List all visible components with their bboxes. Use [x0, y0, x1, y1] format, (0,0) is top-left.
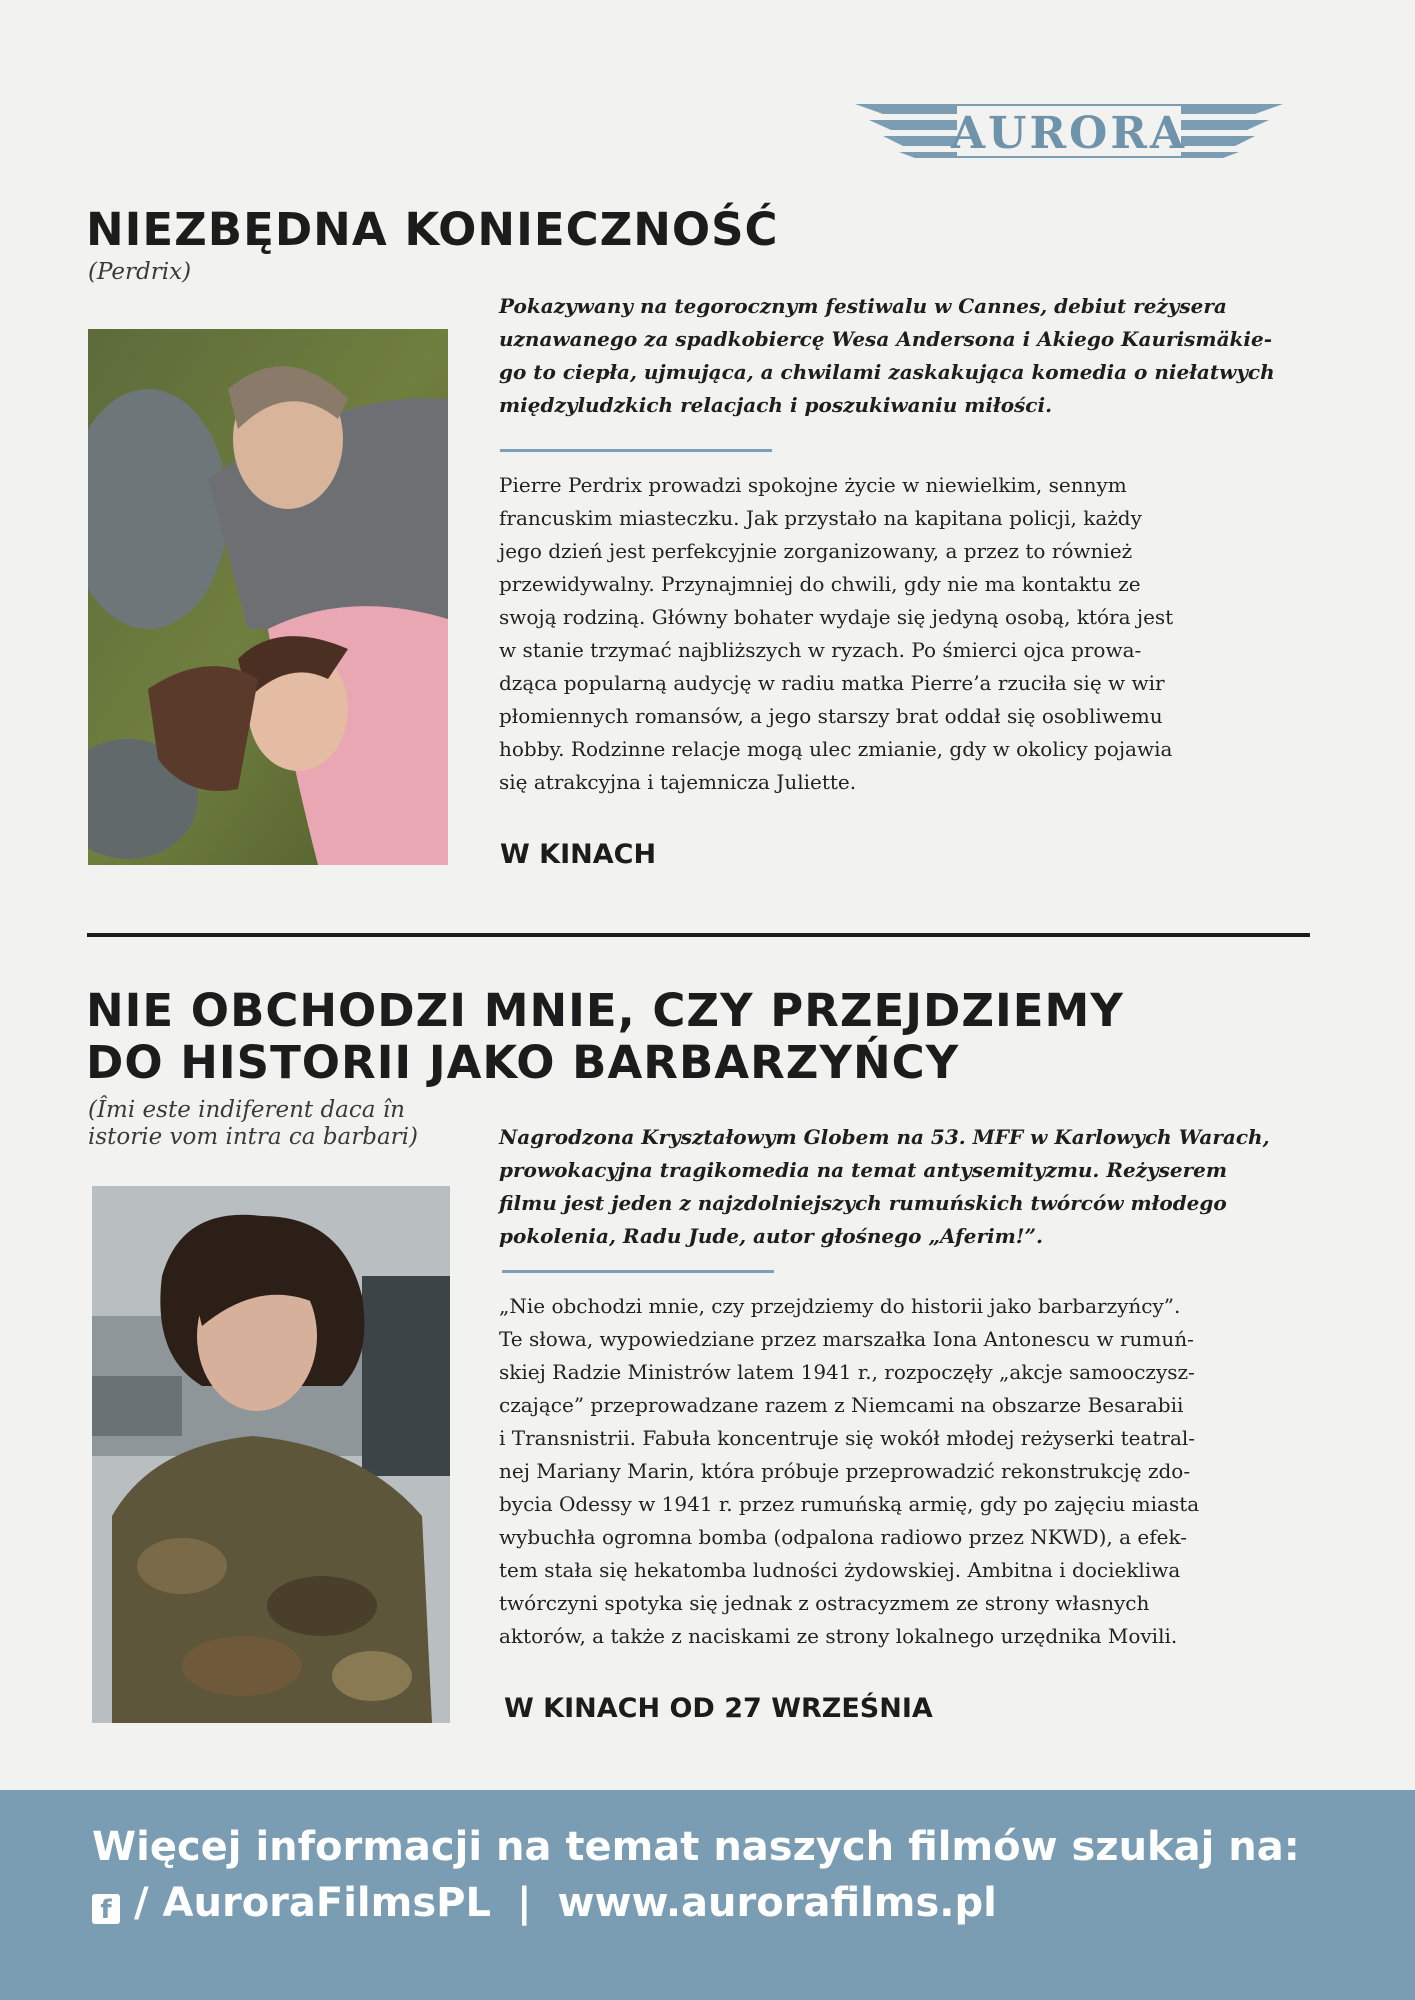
footer-banner: [0, 1790, 1415, 2000]
film-1-body-line: jego dzień jest perfekcyjnie zorganizowany, a przez to również: [499, 539, 1133, 563]
footer-separator: |: [516, 1880, 532, 1926]
film-1-body-line: płomiennych romansów, a jego starszy brat oddał się osobliwemu: [499, 704, 1163, 728]
aurora-logo-graphic: [855, 100, 1283, 160]
film-1-release-info: W KINACH: [500, 839, 657, 870]
film-1-lead-line: uznawanego za spadkobiercę Wesa Andersona i Akiego Kaurismäkie-: [499, 327, 1273, 351]
film-2-body-line: czające” przeprowadzane razem z Niemcami na obszarze Besarabii: [499, 1393, 1184, 1417]
facebook-link[interactable]: / AuroraFilmsPL: [134, 1880, 491, 1926]
film-1-body-line: hobby. Rodzinne relacje mogą ulec zmianie, gdy w okolicy pojawia: [499, 737, 1173, 761]
film-1-body-line: się atrakcyjna i tajemnicza Juliette.: [499, 770, 857, 794]
film-2-lead-line: filmu jest jeden z najzdolniejszych rumuńskich twórców młodego: [499, 1191, 1227, 1215]
film-2-photo: [92, 1186, 450, 1723]
film-2-blue-rule: [502, 1270, 774, 1273]
film-1-photo: [88, 329, 448, 865]
film-2-body-line: nej Mariany Marin, która próbuje przeprowadzić rekonstrukcję zdo-: [499, 1459, 1191, 1483]
facebook-icon[interactable]: f: [92, 1894, 120, 1924]
film-2-original-title-line: istorie vom intra ca barbari): [88, 1124, 419, 1150]
film-2-lead-line: pokolenia, Radu Jude, autor głośnego „Aferim!”.: [499, 1224, 1043, 1248]
film-1-lead-line: go to ciepła, ujmująca, a chwilami zaskakująca komedia o niełatwych: [499, 360, 1275, 384]
film-2-title-line: DO HISTORII JAKO BARBARZYŃCY: [86, 1036, 960, 1089]
film-1-body-line: dząca popularną audycję w radiu matka Pierre’a rzuciła się w wir: [499, 671, 1165, 695]
film-2-body-line: tem stała się hekatomba ludności żydowskiej. Ambitna i dociekliwa: [499, 1558, 1181, 1582]
aurora-logo: [855, 100, 1283, 160]
film-2-body-line: Te słowa, wypowiedziane przez marszałka Iona Antonescu w rumuń-: [499, 1327, 1194, 1351]
film-2-lead-line: prowokacyjna tragikomedia na temat antysemityzmu. Reżyserem: [499, 1158, 1228, 1182]
film-2-body-line: bycia Odessy w 1941 r. przez rumuńską armię, gdy po zajęciu miasta: [499, 1492, 1200, 1516]
film-1-body-line: Pierre Perdrix prowadzi spokojne życie w niewielkim, sennym: [499, 473, 1127, 497]
logo-text: AURORA: [950, 108, 1188, 159]
film-2-body-line: twórczyni spotyka się jednak z ostracyzmem ze strony własnych: [499, 1591, 1150, 1615]
film-1-lead-line: międzyludzkich relacjach i poszukiwaniu miłości.: [499, 393, 1053, 417]
film-2-body-line: i Transnistrii. Fabuła koncentruje się wokół młodej reżyserki teatral-: [499, 1426, 1196, 1450]
film-2-body-line: wybuchła ogromna bomba (odpalona radiowo przez NKWD), a efek-: [499, 1525, 1187, 1549]
film-2-release-info: W KINACH OD 27 WRZEŚNIA: [504, 1693, 933, 1724]
film-2-lead-line: Nagrodzona Kryształowym Globem na 53. MFF w Karlowych Warach,: [499, 1125, 1270, 1149]
film-1-body-line: w stanie trzymać najbliższych w ryzach. Po śmierci ojca prowa-: [499, 638, 1142, 662]
section-divider: [87, 933, 1310, 937]
website-link[interactable]: www.aurorafilms.pl: [557, 1880, 997, 1926]
film-1-title: NIEZBĘDNA KONIECZNOŚĆ: [86, 203, 779, 256]
film-1-body-line: przewidywalny. Przynajmniej do chwili, gdy nie ma kontaktu ze: [499, 572, 1141, 596]
footer-info-text: Więcej informacji na temat naszych filmów szukaj na:: [92, 1824, 1300, 1870]
film-1-body-line: francuskim miasteczku. Jak przystało na kapitana policji, każdy: [499, 506, 1142, 530]
film-2-body-line: aktorów, a także z naciskami ze strony lokalnego urzędnika Movili.: [499, 1624, 1178, 1648]
film-2-body-line: „Nie obchodzi mnie, czy przejdziemy do historii jako barbarzyńcy”.: [499, 1294, 1181, 1318]
film-2-original-title-line: (Îmi este indiferent daca în: [88, 1097, 405, 1123]
film-1-body-line: swoją rodziną. Główny bohater wydaje się jedyną osobą, która jest: [499, 605, 1174, 629]
film-1-lead-line: Pokazywany na tegorocznym festiwalu w Cannes, debiut reżysera: [499, 294, 1227, 318]
film-1-blue-rule: [500, 449, 772, 452]
film-2-body-line: skiej Radzie Ministrów latem 1941 r., rozpoczęły „akcje samooczysz-: [499, 1360, 1195, 1384]
film-1-original-title: (Perdrix): [88, 259, 192, 285]
film-2-title-line: NIE OBCHODZI MNIE, CZY PRZEJDZIEMY: [86, 984, 1124, 1037]
footer-links: [92, 1879, 997, 1927]
